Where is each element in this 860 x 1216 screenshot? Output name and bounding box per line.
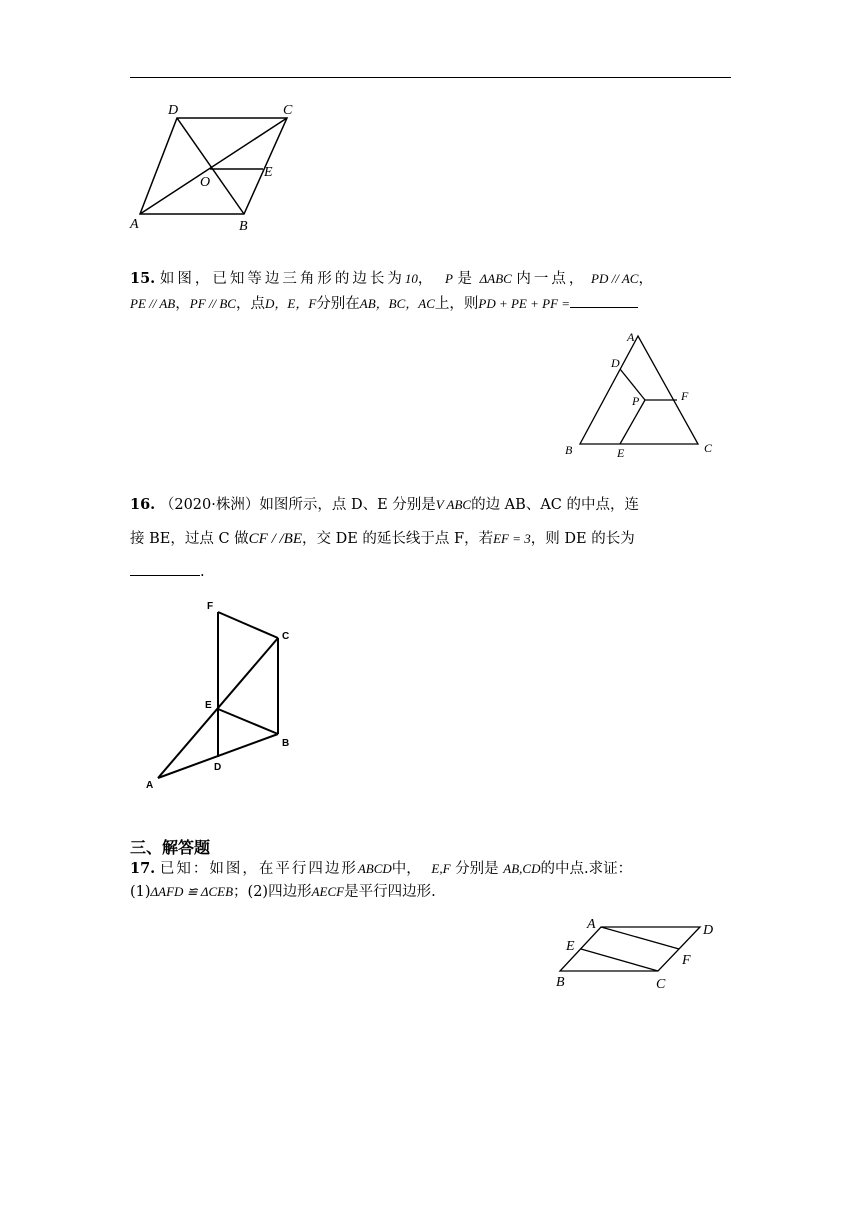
q15-line2: PE // AB，PF // BC，点D，E，F分别在AB，BC，AC上，则PD + PE + PF =: [130, 294, 638, 314]
q17-line1: 17. 已知：如图，在平行四边形ABCD中， E,F 分别是 AB,CD的中点.求证：: [130, 860, 633, 877]
label-D: D: [214, 762, 222, 773]
q15-line1: 15. 如图，已知等边三角形的边长为10， P 是 ΔABC 内一点， PD // AC，: [130, 270, 653, 287]
label-F: F: [682, 953, 691, 968]
section-title: 三、解答题: [130, 838, 211, 857]
q16-line3: .: [130, 562, 205, 582]
figure-trapezoid: [140, 596, 310, 796]
label-A: A: [587, 917, 596, 932]
label-C: C: [656, 977, 666, 992]
label-A: A: [130, 217, 139, 232]
label-A: A: [627, 330, 635, 344]
figure-parallelogram: [550, 912, 725, 994]
figure-triangle: [560, 328, 720, 460]
label-D: D: [703, 923, 714, 938]
label-E: E: [205, 700, 212, 711]
label-C: C: [704, 441, 713, 455]
label-E: E: [566, 939, 575, 954]
label-O: O: [200, 175, 211, 190]
label-E: E: [617, 446, 625, 460]
q16-line1: 16. （2020·株洲）如图所示，点 D、E 分别是V ABC的边 AB、AC 的中点，连: [130, 496, 639, 513]
header-rule: [130, 77, 731, 78]
label-C: C: [283, 103, 293, 118]
label-D: D: [611, 356, 620, 370]
label-B: B: [239, 219, 248, 234]
q17-line2: (1)ΔAFD ≌ ΔCEB；(2)四边形AECF是平行四边形.: [130, 884, 436, 900]
label-P: P: [632, 394, 640, 408]
q16-line2: 接 BE，过点 C 做CF / /BE，交 DE 的延长线于点 F，若EF = 3，则 DE 的长为: [130, 531, 635, 547]
answer-blank-16[interactable]: [130, 575, 200, 576]
label-B: B: [565, 443, 573, 457]
label-D: D: [168, 103, 179, 118]
label-A: A: [146, 780, 154, 791]
label-F: F: [681, 389, 689, 403]
label-E: E: [264, 165, 273, 180]
answer-blank-15[interactable]: [570, 307, 638, 308]
label-C: C: [282, 631, 290, 642]
label-B: B: [556, 975, 565, 990]
label-B: B: [282, 738, 290, 749]
figure-rhombus: [128, 98, 308, 238]
label-F: F: [207, 601, 214, 612]
